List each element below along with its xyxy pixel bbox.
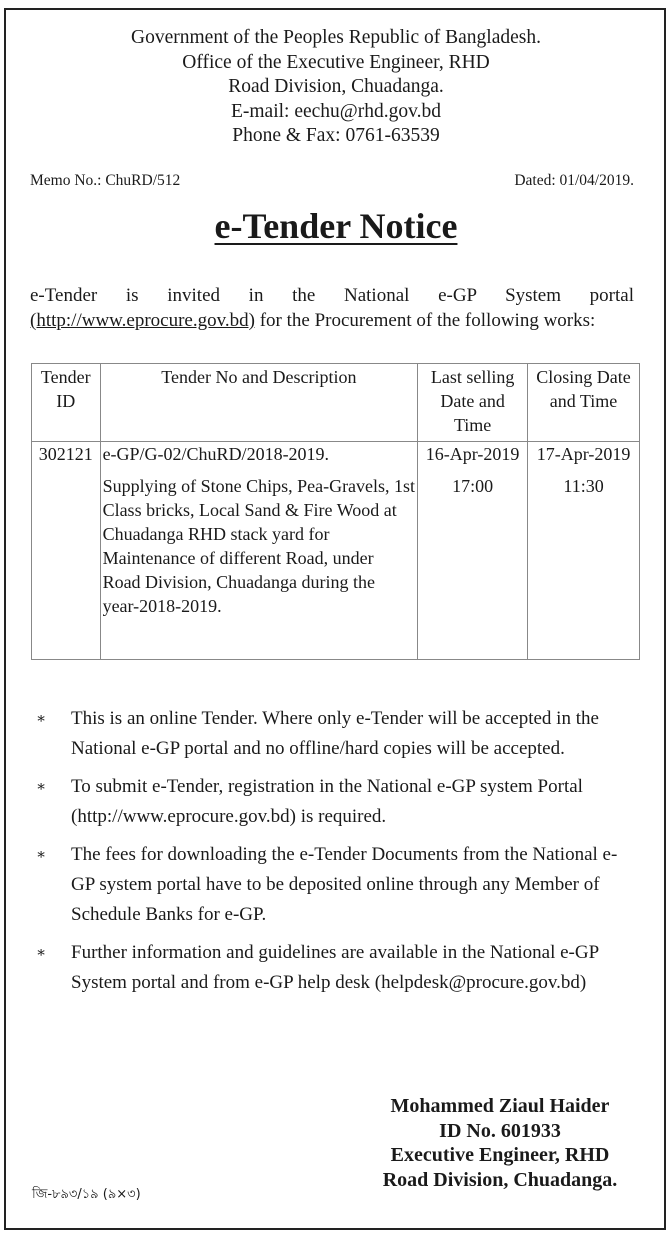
closing-date: 17-Apr-2019 — [536, 444, 631, 464]
tender-code: e-GP/G-02/ChuRD/2018-2019. — [102, 444, 330, 464]
division-line: Road Division, Chuadanga. — [228, 76, 444, 97]
list-item — [36, 772, 636, 832]
notice-title-text: e-Tender Notice — [214, 206, 458, 246]
table-row — [32, 442, 640, 660]
phone-fax-line: Phone & Fax: 0761-63539 — [232, 125, 440, 146]
bullet-marker: ∗ — [36, 711, 47, 727]
cell-tender-id: 302121 — [32, 442, 101, 660]
bullet-marker: ∗ — [36, 847, 47, 863]
header-tender-id: Tender ID — [32, 364, 101, 442]
list-item — [36, 840, 636, 930]
government-line: Government of the Peoples Republic of Bangladesh. — [131, 27, 541, 48]
memo-date: Dated: 01/04/2019. — [514, 172, 634, 189]
header-last-selling: Last selling Date and Time — [418, 364, 528, 442]
list-item — [36, 704, 636, 764]
table-header-row — [32, 364, 640, 442]
notice-title — [0, 205, 672, 247]
header-description: Tender No and Description — [100, 364, 418, 442]
last-selling-date: 16-Apr-2019 — [425, 444, 520, 464]
intro-line-2-text: for the Procurement of the following works: — [254, 310, 596, 331]
signatory-designation: Executive Engineer, RHD — [390, 1144, 610, 1166]
conditions-list — [36, 704, 636, 1006]
tender-table — [31, 363, 640, 660]
cell-description — [100, 442, 418, 660]
cell-last-selling — [418, 442, 528, 660]
last-selling-time: 17:00 — [452, 476, 494, 496]
cell-closing — [528, 442, 640, 660]
bullet-marker: ∗ — [36, 779, 47, 795]
bullet-marker: ∗ — [36, 945, 47, 961]
signatory-name: Mohammed Ziaul Haider — [390, 1095, 610, 1117]
signatory-office: Road Division, Chuadanga. — [382, 1168, 618, 1191]
header-closing: Closing Date and Time — [528, 364, 640, 442]
signature-block — [330, 1094, 670, 1192]
letterhead — [0, 26, 672, 149]
email-line: E-mail: eechu@rhd.gov.bd — [230, 100, 441, 122]
intro-line-1: e-Tender is invited in the National e-GP System portal — [30, 285, 634, 306]
tender-description: Supplying of Stone Chips, Pea-Gravels, 1st Class bricks, Local Sand & Fire Wood at Chuadanga RHD stack yard for Maintenance of different Road, under Road Division, Chuadanga during the year-2018-2019. — [102, 476, 416, 616]
office-line: Office of the Executive Engineer, RHD — [182, 51, 490, 73]
bullet-text-online: This is an online Tender. Where only e-Tender will be accepted in the National e-GP portal and no offline/hard copies will be accepted. — [71, 708, 599, 759]
bullet-text-registration: To submit e-Tender, registration in the National e-GP system Portal (http://www.eprocure.gov.bd) is required. — [71, 776, 583, 827]
eprocure-link[interactable]: (http://www.eprocure.gov.bd) — [30, 310, 255, 331]
memo-number: Memo No.: ChuRD/512 — [30, 172, 181, 189]
bullet-text-helpdesk: Further information and guidelines are available in the National e-GP System portal and from e-GP help desk (helpdesk@procure.gov.bd) — [71, 942, 599, 993]
bullet-text-fees: The fees for downloading the e-Tender Documents from the National e-GP system portal have to be deposited online through any Member of Schedule Banks for e-GP. — [71, 844, 618, 925]
intro-line-2 — [30, 308, 634, 333]
signatory-id: ID No. 601933 — [439, 1119, 561, 1142]
publication-code: জি-৮৯৩/১৯ (৯×৩) — [32, 1187, 141, 1202]
list-item — [36, 938, 636, 998]
closing-time: 11:30 — [563, 476, 604, 496]
